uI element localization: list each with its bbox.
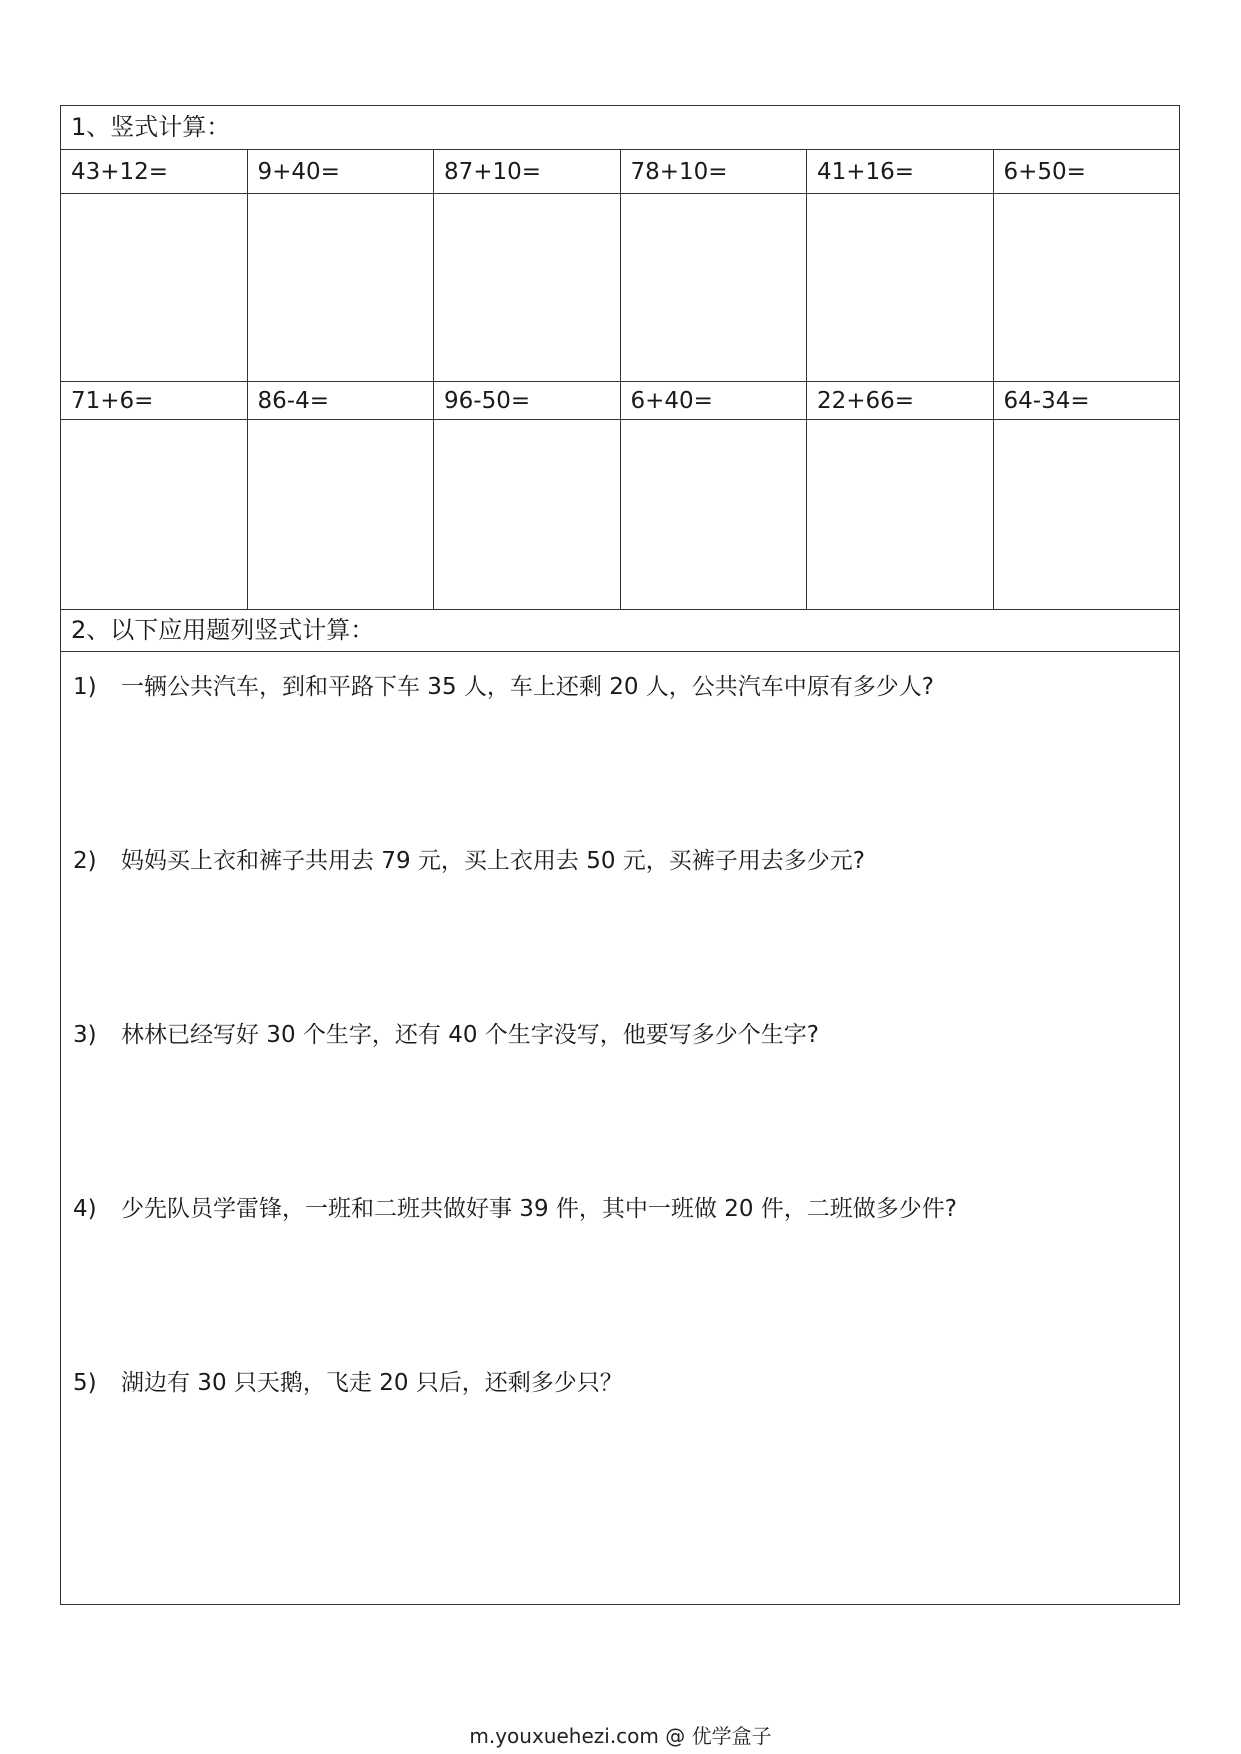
expression-cell: 9+40= [248,150,435,193]
footer-watermark: m.youxuehezi.com @ 优学盒子 [469,1724,772,1748]
problem-text: 妈妈买上衣和裤子共用去 79 元，买上衣用去 50 元，买裤子用去多少元? [121,848,865,874]
expression-row-2 [61,382,1179,420]
word-problem [73,1016,819,1049]
word-problem [73,668,934,701]
worksheet [60,105,1180,1605]
work-cell[interactable] [61,194,248,381]
work-cell[interactable] [434,420,621,609]
word-problem [73,842,865,875]
expression-cell: 86-4= [248,382,435,419]
expression-cell: 78+10= [621,150,808,193]
work-cell[interactable] [434,194,621,381]
expression-cell: 22+66= [807,382,994,419]
problem-number: 3) [73,1022,97,1048]
work-cell[interactable] [807,420,994,609]
expression-cell: 6+40= [621,382,808,419]
word-problem [73,1190,957,1223]
work-cell[interactable] [621,420,808,609]
problem-number: 4) [73,1196,97,1222]
work-cell[interactable] [807,194,994,381]
work-cell[interactable] [621,194,808,381]
expression-cell: 6+50= [1003,158,1086,185]
problem-text: 湖边有 30 只天鹅，飞走 20 只后，还剩多少只？ [121,1370,623,1396]
problem-text: 一辆公共汽车，到和平路下车 35 人，车上还剩 20 人，公共汽车中原有多少人? [121,674,934,700]
problem-text: 少先队员学雷锋，一班和二班共做好事 39 件，其中一班做 20 件，二班做多少件? [121,1196,957,1222]
section-2-title: 2、以下应用题列竖式计算： [61,610,1179,652]
work-cell[interactable] [994,194,1180,381]
problem-text: 林林已经写好 30 个生字，还有 40 个生字没写，他要写多少个生字? [121,1022,819,1048]
problem-number: 5) [73,1370,97,1396]
problem-number: 2) [73,848,97,874]
work-cell[interactable] [994,420,1180,609]
expression-cell: 87+10= [434,150,621,193]
expression-row-1 [61,150,1179,194]
expression-cell: 43+12= [61,150,248,193]
work-cell[interactable] [61,420,248,609]
work-area-row-2 [61,420,1179,610]
expression-cell: 96-50= [434,382,621,419]
work-area-row-1 [61,194,1179,382]
problem-number: 1) [73,674,97,700]
work-cell[interactable] [248,420,435,609]
expression-cell: 71+6= [61,382,248,419]
word-problem [73,1364,623,1397]
work-cell[interactable] [248,194,435,381]
expression-cell: 41+16= [807,150,994,193]
section-1-title: 1、竖式计算： [61,106,1179,150]
expression-cell: 64-34= [1003,387,1090,414]
